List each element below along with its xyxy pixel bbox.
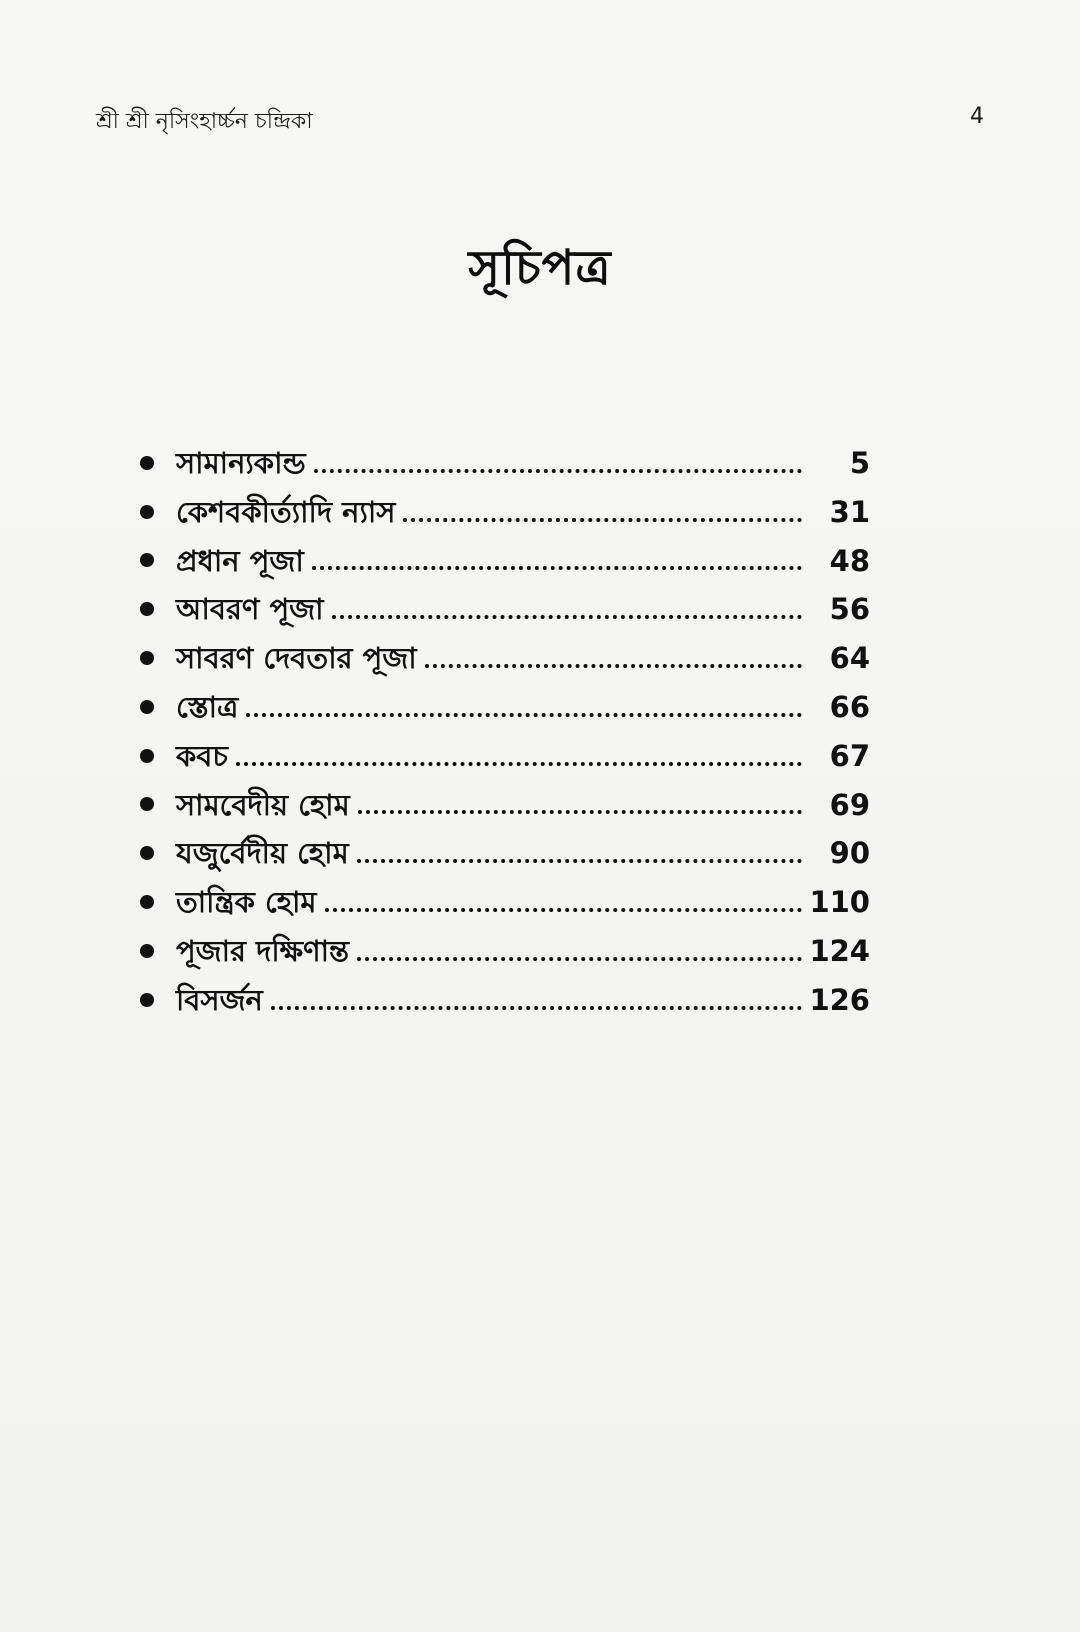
dot-leader — [357, 829, 802, 863]
dot-leader — [332, 585, 802, 619]
toc-entry-title: স্তোত্র — [176, 689, 239, 724]
page-title: সূচিপত্র — [468, 240, 612, 296]
dot-leader — [357, 927, 802, 961]
page-number: 4 — [970, 104, 984, 129]
toc-entry-title: সামান্যকান্ড — [176, 446, 306, 480]
bullet-icon — [140, 456, 154, 470]
dot-leader — [246, 683, 802, 717]
toc-entry-title: আবরণ পূজা — [176, 592, 324, 627]
toc-entry-page: 110 — [809, 885, 870, 920]
toc-entry-page: 67 — [829, 738, 870, 773]
toc-entry-title: সামবেদীয় হোম — [176, 787, 350, 822]
toc-entry — [130, 725, 870, 774]
toc-entry-page: 66 — [829, 689, 870, 724]
toc-entry-page: 90 — [829, 836, 870, 871]
bullet-icon — [140, 505, 154, 519]
toc-entry-page: 64 — [829, 641, 870, 676]
toc-entry-page: 56 — [829, 592, 870, 627]
dot-leader — [312, 536, 802, 570]
bullet-icon — [140, 749, 154, 763]
toc-entry — [130, 578, 870, 627]
bullet-icon — [140, 553, 154, 567]
toc-entry — [130, 530, 870, 579]
toc-entry — [130, 822, 870, 871]
toc-entry-page: 124 — [809, 933, 870, 968]
dot-leader — [325, 878, 802, 912]
toc-entry — [130, 432, 870, 481]
dot-leader — [271, 976, 802, 1010]
dot-leader — [314, 439, 802, 473]
toc-entry — [130, 627, 870, 676]
toc-entry — [130, 920, 870, 969]
toc-entry-page: 5 — [849, 446, 870, 480]
table-of-contents — [130, 432, 870, 1018]
toc-entry — [130, 676, 870, 725]
toc-entry — [130, 871, 870, 920]
toc-entry — [130, 969, 870, 1018]
dot-leader — [236, 732, 802, 766]
toc-entry-page: 69 — [829, 787, 870, 822]
toc-entry-title: বিসর্জন — [176, 982, 263, 1017]
toc-entry-title: যজুর্বেদীয় হোম — [176, 836, 349, 871]
bullet-icon — [140, 797, 154, 811]
dot-leader — [425, 634, 802, 668]
dot-leader — [358, 780, 802, 814]
toc-entry-page: 31 — [829, 494, 870, 529]
bullet-icon — [140, 700, 154, 714]
toc-entry — [130, 481, 870, 530]
toc-entry-title: প্রধান পূজা — [176, 543, 304, 578]
toc-entry-page: 126 — [809, 982, 870, 1017]
toc-entry-title: সাবরণ দেবতার পূজা — [176, 641, 417, 676]
toc-entry-page: 48 — [829, 543, 870, 578]
running-title: শ্রী শ্রী নৃসিংহার্চ্চন চন্দ্রিকা — [96, 109, 313, 134]
bullet-icon — [140, 895, 154, 909]
dot-leader — [403, 488, 802, 522]
bullet-icon — [140, 993, 154, 1007]
toc-entry — [130, 774, 870, 823]
page-header — [96, 104, 984, 140]
toc-entry-title: কবচ — [176, 738, 229, 773]
bullet-icon — [140, 602, 154, 616]
bullet-icon — [140, 944, 154, 958]
toc-entry-title: তান্ত্রিক হোম — [176, 885, 317, 920]
bullet-icon — [140, 651, 154, 665]
toc-entry-title: কেশবকীর্ত্যাদি ন্যাস — [176, 494, 396, 529]
toc-entry-title: পূজার দক্ষিণান্ত — [176, 933, 350, 968]
bullet-icon — [140, 846, 154, 860]
